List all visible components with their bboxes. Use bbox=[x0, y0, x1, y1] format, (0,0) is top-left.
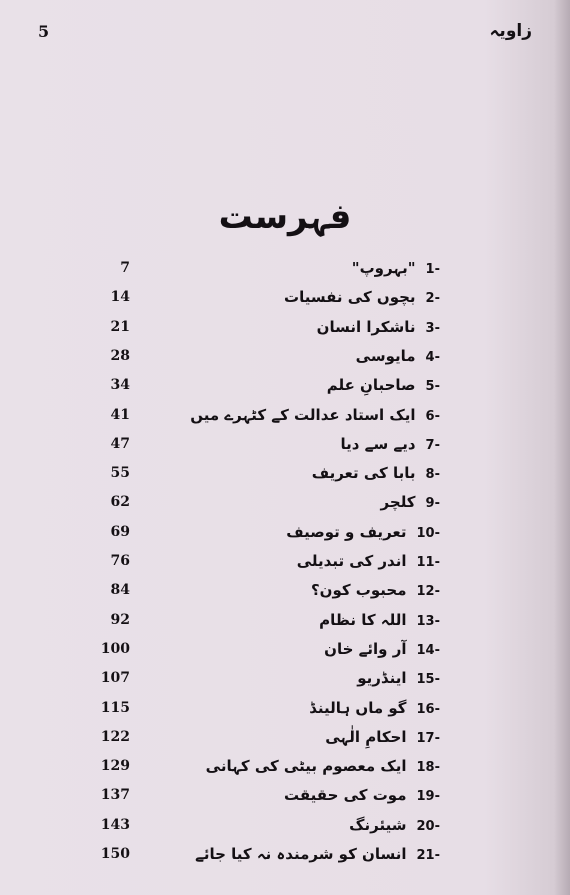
toc-item bbox=[0, 287, 570, 311]
toc-item-title: بابا کی تعریف bbox=[311, 464, 416, 483]
toc-item-number: -1 bbox=[425, 262, 440, 277]
toc-entry bbox=[352, 258, 440, 277]
toc-item-number: -3 bbox=[425, 320, 440, 336]
toc-item-number: -19 bbox=[416, 789, 440, 805]
toc-item-number: -5 bbox=[425, 379, 440, 395]
toc-item-title: "بہروپ" bbox=[351, 259, 416, 277]
toc-entry bbox=[195, 844, 440, 863]
toc-entry bbox=[349, 815, 440, 834]
toc-entry bbox=[356, 346, 440, 365]
toc-item-number: -17 bbox=[416, 730, 440, 746]
toc-page-number: 69 bbox=[110, 523, 130, 540]
toc-page-number: 55 bbox=[110, 465, 130, 482]
toc-item bbox=[0, 522, 570, 546]
toc-entry bbox=[324, 639, 440, 658]
toc-item bbox=[0, 727, 570, 751]
toc-item-title: کلچر bbox=[380, 493, 416, 512]
toc-item-number: -11 bbox=[416, 555, 440, 570]
toc-item-title: صاحبانِ علم bbox=[326, 376, 416, 395]
toc-item-number: -20 bbox=[416, 818, 440, 834]
toc-item-number: -13 bbox=[416, 613, 440, 629]
toc-item bbox=[0, 463, 570, 487]
toc-page-number: 34 bbox=[110, 377, 130, 394]
toc-item-title: بچوں کی نفسیات bbox=[284, 288, 416, 307]
toc-page-number: 21 bbox=[110, 318, 130, 335]
toc-item bbox=[0, 492, 570, 516]
toc-item bbox=[0, 698, 570, 722]
page-number: 5 bbox=[38, 22, 50, 41]
toc-item-title: محبوب کون؟ bbox=[310, 581, 407, 600]
toc-page-number: 47 bbox=[110, 435, 130, 452]
toc-item-number: -2 bbox=[425, 291, 440, 307]
toc-entry bbox=[317, 317, 440, 336]
toc-item-title: آر وائے خان bbox=[324, 639, 407, 658]
toc-item bbox=[0, 317, 570, 341]
toc-page-number: 129 bbox=[100, 758, 130, 775]
toc-item bbox=[0, 375, 570, 399]
toc-page-number: 41 bbox=[110, 406, 130, 423]
toc-item-number: -15 bbox=[416, 672, 440, 688]
page-header bbox=[38, 20, 532, 46]
toc-item bbox=[0, 844, 570, 868]
toc-page-number: 107 bbox=[100, 670, 130, 687]
toc-item-title: ناشکرا انسان bbox=[316, 317, 416, 336]
toc-item-title: انسان کو شرمندہ نہ کیا جائے bbox=[195, 845, 407, 863]
toc-item bbox=[0, 551, 570, 575]
toc-item-title: اللہ کا نظام bbox=[319, 610, 407, 629]
toc-item-title: احکامِ الٰہی bbox=[325, 727, 407, 746]
toc-item-number: -6 bbox=[425, 408, 440, 424]
toc-entry bbox=[319, 610, 440, 629]
toc-entry bbox=[357, 668, 440, 687]
toc-page-number: 150 bbox=[100, 846, 130, 862]
toc-item-number: -4 bbox=[425, 349, 440, 365]
toc-page-number: 100 bbox=[100, 640, 130, 657]
toc-page-number: 14 bbox=[110, 289, 130, 306]
toc-page-number: 28 bbox=[110, 347, 130, 364]
toc-item-title: اینڈریو bbox=[357, 669, 407, 688]
toc-item bbox=[0, 346, 570, 370]
toc-item bbox=[0, 668, 570, 692]
toc-item bbox=[0, 639, 570, 663]
toc-item-title: ایک معصوم بیٹی کی کہانی bbox=[205, 757, 407, 776]
toc-item-title: ایک استاد عدالت کے کٹہرے میں bbox=[190, 405, 416, 424]
toc-entry bbox=[284, 287, 440, 306]
toc-item-number: -21 bbox=[416, 848, 440, 863]
toc-entry bbox=[309, 698, 440, 717]
toc-entry bbox=[297, 551, 440, 570]
toc-item-number: -18 bbox=[416, 760, 440, 776]
page-title: فہرست bbox=[218, 197, 352, 237]
toc-entry bbox=[190, 405, 440, 424]
toc-item-number: -10 bbox=[416, 525, 440, 541]
toc-entry bbox=[325, 727, 440, 746]
toc-item-title: گو ماں ہالینڈ bbox=[309, 698, 407, 717]
toc-item-title: مایوسی bbox=[355, 346, 416, 365]
toc-item-number: -9 bbox=[425, 496, 440, 512]
toc-item bbox=[0, 434, 570, 458]
toc-item-title: تعریف و توصیف bbox=[286, 522, 407, 541]
toc-entry bbox=[381, 492, 440, 511]
toc-entry bbox=[311, 580, 440, 599]
toc-item-title: اندر کی تبدیلی bbox=[296, 552, 407, 570]
toc-page-number: 76 bbox=[110, 553, 130, 569]
toc-page-number: 137 bbox=[100, 787, 130, 804]
toc-item-title: موت کی حقیقت bbox=[283, 786, 407, 805]
toc-item-title: دیے سے دیا bbox=[340, 434, 416, 453]
toc-item-number: -12 bbox=[416, 584, 440, 600]
toc-item-number: -7 bbox=[425, 437, 440, 453]
toc-item bbox=[0, 756, 570, 780]
toc-item bbox=[0, 580, 570, 604]
toc-item bbox=[0, 610, 570, 634]
toc-item-number: -16 bbox=[416, 701, 440, 717]
running-title: زاویہ bbox=[489, 21, 532, 41]
toc-entry bbox=[286, 522, 440, 541]
toc-page-number: 143 bbox=[100, 816, 130, 833]
toc-item bbox=[0, 785, 570, 809]
toc-page-number: 122 bbox=[100, 728, 130, 745]
toc-entry bbox=[206, 756, 440, 775]
toc-item bbox=[0, 258, 570, 282]
toc-page-number: 92 bbox=[110, 611, 130, 628]
toc-item-number: -8 bbox=[425, 467, 440, 483]
toc-page-number: 115 bbox=[100, 699, 130, 716]
toc-entry bbox=[327, 375, 440, 394]
toc-entry bbox=[312, 463, 440, 482]
toc-entry bbox=[284, 785, 440, 804]
toc-item-title: شیئرنگ bbox=[349, 815, 407, 834]
toc-entry bbox=[340, 434, 440, 453]
toc-page-number: 84 bbox=[110, 582, 130, 599]
toc-item bbox=[0, 405, 570, 429]
table-of-contents bbox=[0, 252, 570, 872]
toc-page-number: 7 bbox=[120, 260, 130, 276]
toc-item-number: -14 bbox=[416, 642, 440, 658]
toc-item bbox=[0, 815, 570, 839]
toc-page-number: 62 bbox=[110, 494, 130, 511]
